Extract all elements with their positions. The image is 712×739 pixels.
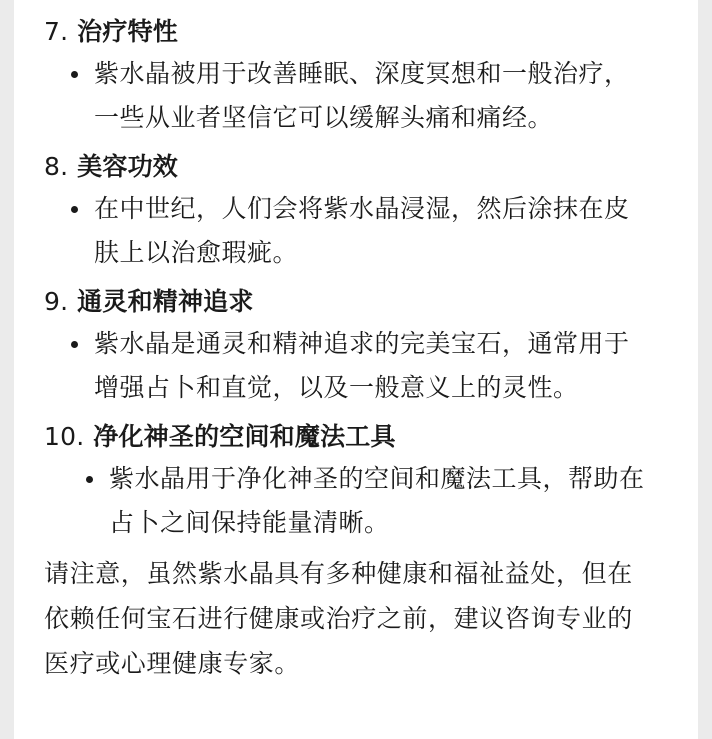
closing-note — [44, 551, 684, 686]
list-item-10 — [44, 417, 684, 545]
bullet-dot-icon — [71, 71, 78, 78]
note-line: 依赖任何宝石进行健康或治疗之前，建议咨询专业的 — [44, 604, 633, 633]
section-number: 8. — [44, 152, 69, 181]
list-item-7 — [44, 12, 684, 147]
bullet-dot-icon — [71, 341, 78, 348]
section-title: 美容功效 — [77, 152, 178, 181]
section-heading — [44, 12, 684, 52]
bullet-text-line: 紫水晶是通灵和精神追求的完美宝石，通常用于 — [94, 329, 630, 358]
note-line: 请注意，虽然紫水晶具有多种健康和福祉益处，但在 — [44, 559, 633, 588]
message-card — [14, 0, 698, 739]
message-content — [44, 12, 684, 686]
section-heading — [44, 147, 684, 187]
bullet-text-line: 占卜之间保持能量清晰。 — [109, 508, 390, 537]
section-heading — [44, 282, 684, 322]
bullet-text-line: 肤上以治愈瑕疵。 — [94, 238, 299, 267]
note-line: 医疗或心理健康专家。 — [44, 649, 301, 678]
bullet-item — [44, 322, 684, 410]
bullet-item — [44, 52, 684, 140]
list-item-8 — [44, 147, 684, 282]
bullet-item — [44, 187, 684, 275]
section-number: 10. — [44, 422, 85, 451]
section-heading — [44, 417, 684, 457]
section-number: 7. — [44, 17, 69, 46]
bullet-item — [44, 457, 684, 545]
bullet-text-line: 一些从业者坚信它可以缓解头痛和痛经。 — [94, 103, 554, 132]
bullet-text-line: 紫水晶被用于改善睡眠、深度冥想和一般治疗， — [94, 59, 630, 88]
bullet-dot-icon — [71, 206, 78, 213]
bullet-text-line: 紫水晶用于净化神圣的空间和魔法工具，帮助在 — [109, 464, 645, 493]
section-title: 治疗特性 — [77, 17, 178, 46]
bullet-dot-icon — [86, 476, 93, 483]
bullet-text-line: 增强占卜和直觉，以及一般意义上的灵性。 — [94, 373, 579, 402]
section-title: 通灵和精神追求 — [77, 287, 254, 316]
section-title: 净化神圣的空间和魔法工具 — [93, 422, 396, 451]
bullet-text-line: 在中世纪，人们会将紫水晶浸湿，然后涂抹在皮 — [94, 194, 630, 223]
list-item-9 — [44, 282, 684, 417]
section-number: 9. — [44, 287, 69, 316]
